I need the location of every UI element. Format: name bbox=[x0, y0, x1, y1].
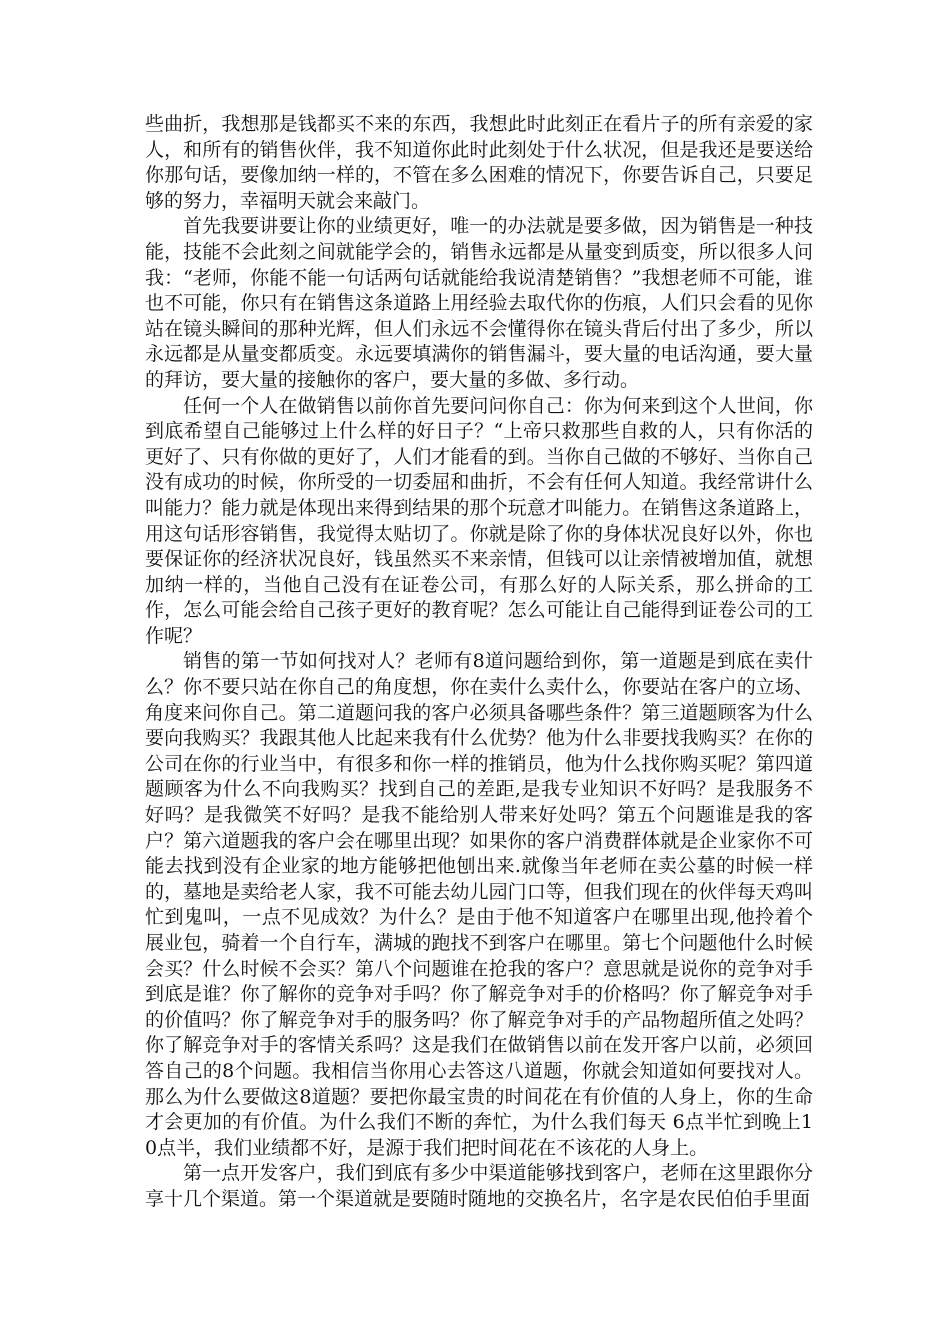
paragraph: 首先我要讲要让你的业绩更好，唯一的办法就是要多做，因为销售是一种技能，技能不会此刻之间就能学会的，销售永远都是从量变到质变，所以很多人问我：“老师，你能不能一句话两句话就能给我说清楚销售？”我想老师不可能，谁也不可能，你只有在销售这条道路上用经验去取代你的伤痕，人们只会看的见你站在镜头瞬间的那种光辉，但人们永远不会懂得你在镜头背后付出了多少，所以永远都是从量变都质变。永远要填满你的销售漏斗，要大量的电话沟通，要大量的拜访，要大量的接触你的客户，要大量的多做、多行动。 bbox=[145, 215, 813, 391]
body-text bbox=[145, 112, 813, 1213]
paragraph: 销售的第一节如何找对人？老师有8道问题给到你，第一道题是到底在卖什么？你不要只站在你自己的角度想，你在卖什么卖什么，你要站在客户的立场、角度来问你自己。第二道题问我的客户必须具备哪些条件？第三道题顾客为什么要向我购买？我跟其他人比起来我有什么优势？他为什么非要找我购买？在你的公司在你的行业当中，有很多和你一样的推销员，他为什么找你购买呢？第四道题顾客为什么不向我购买？找到自己的差距,是我专业知识不好吗？是我服务不好吗？是我微笑不好吗？是我不能给别人带来好处吗？第五个问题谁是我的客户？第六道题我的客户会在哪里出现？如果你的客户消费群体就是企业家你不可能去找到没有企业家的地方能够把他刨出来.就像当年老师在卖公墓的时候一样的，墓地是卖给老人家，我不可能去幼儿园门口等，但我们现在的伙伴每天鸡叫忙到鬼叫，一点不见成效？为什么？是由于他不知道客户在哪里出现,他拎着个展业包，骑着一个自行车，满城的跑找不到客户在哪里。第七个问题他什么时候会买？什么时候不会买？第八个问题谁在抢我的客户？意思就是说你的竞争对手到底是谁？你了解你的竞争对手吗？你了解竞争对手的价格吗？你了解竞争对手的价值吗？你了解竞争对手的服务吗？你了解竞争对手的产品物超所值之处吗？你了解竞争对手的客情关系吗？这是我们在做销售以前在发开客户以前，必须回答自己的8个问题。我相信当你用心去答这八道题，你就会知道如何要找对人。那么为什么要做这8道题？要把你最宝贵的时间花在有价值的人身上，你的生命才会更加的有价值。为什么我们不断的奔忙，为什么我们每天 6点半忙到晚上10点半，我们业绩都不好，是源于我们把时间花在不该花的人身上。 bbox=[145, 650, 813, 1159]
paragraph-continued: 些曲折，我想那是钱都买不来的东西，我想此时此刻正在看片子的所有亲爱的家人，和所有的销售伙伴，我不知道你此时此刻处于什么状况，但是我还是要送给你那句话，要像加纳一样的，不管在多么困难的情况下，你要告诉自己，只要足够的努力，幸福明天就会来敲门。 bbox=[145, 113, 813, 212]
paragraph: 第一点开发客户，我们到底有多少中渠道能够找到客户，老师在这里跟你分享十几个渠道。第一个渠道就是要随时随地的交换名片，名字是农民伯伯手里面 bbox=[145, 1162, 813, 1210]
paragraph: 任何一个人在做销售以前你首先要问问你自己：你为何来到这个人世间，你到底希望自己能够过上什么样的好日子？“上帝只救那些自救的人，只有你活的更好了、只有你做的更好了，人们才能看的到。当你自己做的不够好、当你自己没有成功的时候，你所受的一切委屈和曲折，不会有任何人知道。我经常讲什么叫能力？能力就是体现出来得到结果的那个玩意才叫能力。在销售这条道路上，用这句话形容销售，我觉得太贴切了。你就是除了你的身体状况良好以外，你也要保证你的经济状况良好，钱虽然买不来亲情，但钱可以让亲情被增加值，就想加纳一样的，当他自己没有在证卷公司，有那么好的人际关系，那么拼命的工作，怎么可能会给自己孩子更好的教育呢？怎么可能让自己能得到证卷公司的工作呢？ bbox=[145, 394, 813, 647]
